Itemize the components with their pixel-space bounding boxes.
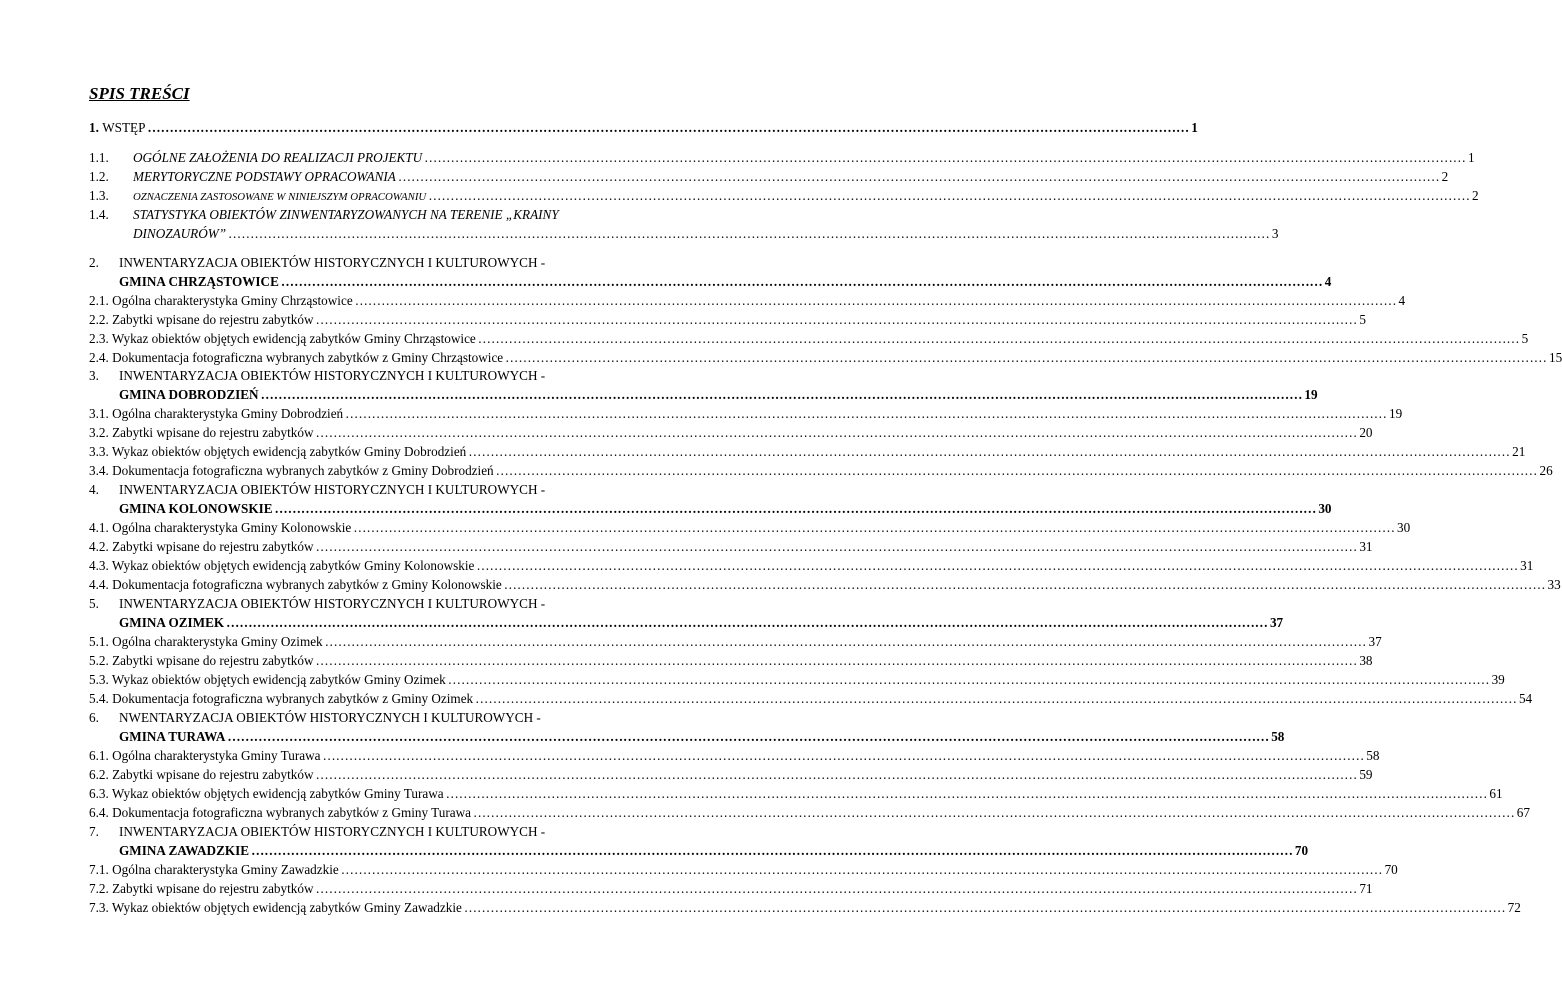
dot-leader	[473, 805, 1515, 821]
entry-label: 4.4. Dokumentacja fotograficzna wybranych zabytków z Gminy Kolonowskie	[89, 577, 502, 592]
section-number: 4.	[89, 482, 99, 497]
dot-leader	[316, 539, 1358, 555]
toc-intro	[89, 120, 1198, 139]
entry-number: 1.2.	[89, 169, 109, 184]
entry-page: 33	[1547, 577, 1561, 592]
toc-entry[interactable]	[89, 463, 1553, 482]
toc-entry[interactable]	[89, 767, 1373, 786]
entry-label: WSTĘP	[102, 120, 146, 135]
section-title: NWENTARYZACJA OBIEKTÓW HISTORYCZNYCH I KULTUROWYCH -	[119, 710, 541, 725]
section-title: INWENTARYZACJA OBIEKTÓW HISTORYCZNYCH I KULTUROWYCH -	[119, 824, 546, 839]
dot-leader	[316, 767, 1358, 783]
entry-page: 67	[1516, 805, 1530, 820]
entry-page: 30	[1318, 501, 1332, 516]
entry-label: OGÓLNE ZAŁOŻENIA DO REALIZACJI PROJEKTU	[133, 150, 423, 165]
dot-leader	[275, 501, 1317, 517]
entry-number: 1.	[89, 120, 99, 135]
dot-leader	[316, 425, 1358, 441]
entry-page: 5	[1521, 331, 1529, 346]
entry-label: STATYSTYKA OBIEKTÓW ZINWENTARYZOWANYCH NA TERENIE „KRAINY	[133, 207, 559, 222]
entry-page: 2	[1441, 169, 1449, 184]
toc-entry[interactable]	[89, 169, 1449, 188]
dot-leader	[398, 169, 1440, 185]
dot-leader	[496, 463, 1538, 479]
toc-section	[89, 824, 1521, 919]
entry-page: 31	[1359, 539, 1373, 554]
section-gmina-line[interactable]	[89, 843, 1309, 862]
entry-number: 1.4.	[89, 207, 109, 222]
gmina-name: GMINA TURAWA	[119, 729, 226, 744]
entry-page: 2	[1472, 188, 1479, 203]
toc-entry[interactable]	[89, 120, 1198, 139]
entry-label: 2.2. Zabytki wpisane do rejestru zabytków	[89, 312, 314, 327]
entry-page: 39	[1491, 672, 1505, 687]
toc-entry[interactable]	[89, 862, 1398, 881]
section-number: 7.	[89, 824, 99, 839]
entry-label: 6.2. Zabytki wpisane do rejestru zabytków	[89, 767, 314, 782]
toc-entry[interactable]	[89, 786, 1503, 805]
entry-label: DINOZAURÓW”	[133, 226, 227, 241]
toc-entry[interactable]	[89, 444, 1526, 463]
toc-section	[89, 710, 1530, 824]
entry-page: 3	[1271, 226, 1279, 241]
dot-leader	[355, 293, 1397, 309]
entry-label: 5.4. Dokumentacja fotograficzna wybranych zabytków z Gminy Ozimek	[89, 691, 474, 706]
section-heading[interactable]	[89, 596, 669, 615]
dot-leader	[475, 691, 1517, 707]
dot-leader	[281, 274, 1323, 290]
section-heading[interactable]	[89, 368, 669, 387]
entry-page: 5	[1359, 312, 1366, 327]
dot-leader	[226, 615, 1268, 631]
toc-entry[interactable]	[89, 691, 1533, 710]
dot-leader	[468, 444, 1510, 460]
entry-label: 3.2. Zabytki wpisane do rejestru zabytków	[89, 425, 314, 440]
entry-page: 37	[1368, 634, 1382, 649]
gmina-name: GMINA ZAWADZKIE	[119, 843, 250, 858]
page-title: SPIS TREŚCI	[89, 84, 190, 103]
entry-page: 19	[1304, 387, 1318, 402]
entry-label: 6.4. Dokumentacja fotograficzna wybranych zabytków z Gminy Turawa	[89, 805, 471, 820]
section-heading[interactable]	[89, 255, 669, 274]
toc-entry-continuation[interactable]	[89, 226, 1279, 245]
toc-entry[interactable]	[89, 188, 1479, 207]
entry-label: 3.3. Wykaz obiektów objętych ewidencją zabytków Gminy Dobrodzień	[89, 444, 467, 459]
dot-leader	[505, 350, 1547, 366]
dot-leader	[464, 900, 1506, 916]
toc-entry[interactable]	[89, 150, 1475, 169]
toc-entry[interactable]	[89, 577, 1561, 596]
toc-entry[interactable]	[89, 634, 1382, 653]
section-number: 2.	[89, 255, 99, 270]
entry-page: 61	[1489, 786, 1503, 801]
entry-page: 59	[1359, 767, 1373, 782]
entry-page: 19	[1388, 406, 1403, 421]
dot-leader	[322, 748, 1364, 764]
toc-entry[interactable]	[89, 805, 1530, 824]
entry-label: 5.3. Wykaz obiektów objętych ewidencją zabytków Gminy Ozimek	[89, 672, 446, 687]
toc-intro-items	[89, 150, 1479, 245]
entry-label: 2.3. Wykaz obiektów objętych ewidencją zabytków Gminy Chrząstowice	[89, 331, 476, 346]
toc-entry[interactable]	[89, 406, 1403, 425]
entry-page: 38	[1359, 653, 1373, 668]
section-gmina-line[interactable]	[89, 615, 1284, 634]
entry-page: 37	[1269, 615, 1284, 630]
dot-leader	[478, 331, 1520, 347]
toc-entry[interactable]	[89, 350, 1562, 369]
entry-page: 21	[1512, 444, 1526, 459]
entry-label: 4.3. Wykaz obiektów objętych ewidencją zabytków Gminy Kolonowskie	[89, 558, 475, 573]
entry-page: 30	[1397, 520, 1411, 535]
entry-page: 70	[1384, 862, 1398, 877]
entry-label: 5.2. Zabytki wpisane do rejestru zabytków	[89, 653, 314, 668]
toc-entry[interactable]	[89, 539, 1373, 558]
toc-section	[89, 596, 1533, 710]
entry-number: 1.1.	[89, 150, 109, 165]
section-gmina-line[interactable]	[89, 387, 1318, 406]
entry-page: 58	[1271, 729, 1285, 744]
toc-entry[interactable]	[89, 312, 1366, 331]
section-number: 6.	[89, 710, 99, 725]
entry-label: 3.4. Dokumentacja fotograficzna wybranych zabytków z Gminy Dobrodzień	[89, 463, 494, 478]
entry-page: 54	[1518, 691, 1533, 706]
entry-page: 1	[1467, 150, 1475, 165]
dot-leader	[316, 881, 1358, 897]
entry-label: 5.1. Ogólna charakterystyka Gminy Ozimek	[89, 634, 323, 649]
dot-leader	[147, 120, 1189, 136]
section-title: INWENTARYZACJA OBIEKTÓW HISTORYCZNYCH I KULTUROWYCH -	[119, 368, 546, 383]
entry-page: 72	[1507, 900, 1521, 915]
dot-leader	[504, 577, 1546, 593]
entry-label: 6.3. Wykaz obiektów objętych ewidencją zabytków Gminy Turawa	[89, 786, 444, 801]
entry-page: 58	[1366, 748, 1380, 763]
toc-entry[interactable]	[89, 900, 1521, 919]
section-gmina-line[interactable]	[89, 501, 1332, 520]
entry-page: 15	[1548, 350, 1562, 365]
toc-entry[interactable]	[89, 520, 1411, 539]
section-heading[interactable]	[89, 710, 669, 729]
entry-label: 7.2. Zabytki wpisane do rejestru zabytków	[89, 881, 314, 896]
dot-leader	[228, 226, 1270, 242]
dot-leader	[424, 150, 1466, 166]
dot-leader	[261, 387, 1303, 403]
toc-entry[interactable]	[89, 672, 1505, 691]
dot-leader	[428, 188, 1470, 204]
gmina-name: GMINA CHRZĄSTOWICE	[119, 274, 279, 289]
entry-page: 1	[1191, 120, 1198, 135]
dot-leader	[325, 634, 1367, 650]
gmina-name: GMINA KOLONOWSKIE	[119, 501, 273, 516]
entry-number: 1.3.	[89, 188, 109, 203]
dot-leader	[448, 672, 1490, 688]
dot-leader	[316, 312, 1358, 328]
dot-leader	[341, 862, 1383, 878]
dot-leader	[316, 653, 1358, 669]
section-gmina-line[interactable]	[89, 274, 1332, 293]
toc-entry[interactable]	[89, 881, 1373, 900]
toc-entry[interactable]	[89, 207, 669, 226]
dot-leader	[446, 786, 1488, 802]
entry-label: 4.1. Ogólna charakterystyka Gminy Kolonowskie	[89, 520, 352, 535]
toc-entry[interactable]	[89, 558, 1534, 577]
section-title: INWENTARYZACJA OBIEKTÓW HISTORYCZNYCH I KULTUROWYCH -	[119, 255, 546, 270]
entry-label: 4.2. Zabytki wpisane do rejestru zabytków	[89, 539, 314, 554]
entry-page: 70	[1294, 843, 1309, 858]
toc-entry[interactable]	[89, 748, 1380, 767]
entry-label: 6.1. Ogólna charakterystyka Gminy Turawa	[89, 748, 321, 763]
dot-leader	[476, 558, 1518, 574]
dot-leader	[353, 520, 1395, 536]
entry-page: 31	[1520, 558, 1534, 573]
toc-entry[interactable]	[89, 653, 1373, 672]
section-title: INWENTARYZACJA OBIEKTÓW HISTORYCZNYCH I KULTUROWYCH -	[119, 482, 546, 497]
entry-label: 7.1. Ogólna charakterystyka Gminy Zawadzkie	[89, 862, 339, 877]
toc-entry[interactable]	[89, 293, 1406, 312]
dot-leader	[227, 729, 1269, 745]
section-heading[interactable]	[89, 482, 669, 501]
toc-entry[interactable]	[89, 425, 1373, 444]
section-gmina-line[interactable]	[89, 729, 1285, 748]
entry-page: 20	[1359, 425, 1373, 440]
section-heading[interactable]	[89, 824, 669, 843]
toc-section	[89, 255, 1562, 369]
entry-label: OZNACZENIA ZASTOSOWANE W NINIEJSZYM OPRACOWANIU	[133, 191, 427, 203]
dot-leader	[345, 406, 1387, 422]
entry-page: 71	[1359, 881, 1373, 896]
entry-label: MERYTORYCZNE PODSTAWY OPRACOWANIA	[133, 169, 396, 184]
section-number: 5.	[89, 596, 99, 611]
entry-label: 3.1. Ogólna charakterystyka Gminy Dobrodzień	[89, 406, 344, 421]
entry-page: 4	[1324, 274, 1332, 289]
entry-label: 7.3. Wykaz obiektów objętych ewidencją zabytków Gminy Zawadzkie	[89, 900, 462, 915]
section-title: INWENTARYZACJA OBIEKTÓW HISTORYCZNYCH I KULTUROWYCH -	[119, 596, 546, 611]
gmina-name: GMINA OZIMEK	[119, 615, 225, 630]
section-number: 3.	[89, 368, 99, 383]
toc-entry[interactable]	[89, 331, 1529, 350]
toc-section	[89, 368, 1553, 482]
entry-page: 4	[1398, 293, 1406, 308]
dot-leader	[251, 843, 1293, 859]
entry-label: 2.1. Ogólna charakterystyka Gminy Chrząstowice	[89, 293, 353, 308]
entry-label: 2.4. Dokumentacja fotograficzna wybranych zabytków z Gminy Chrząstowice	[89, 350, 504, 365]
entry-page: 26	[1539, 463, 1553, 478]
gmina-name: GMINA DOBRODZIEŃ	[119, 387, 259, 402]
toc-section	[89, 482, 1561, 596]
